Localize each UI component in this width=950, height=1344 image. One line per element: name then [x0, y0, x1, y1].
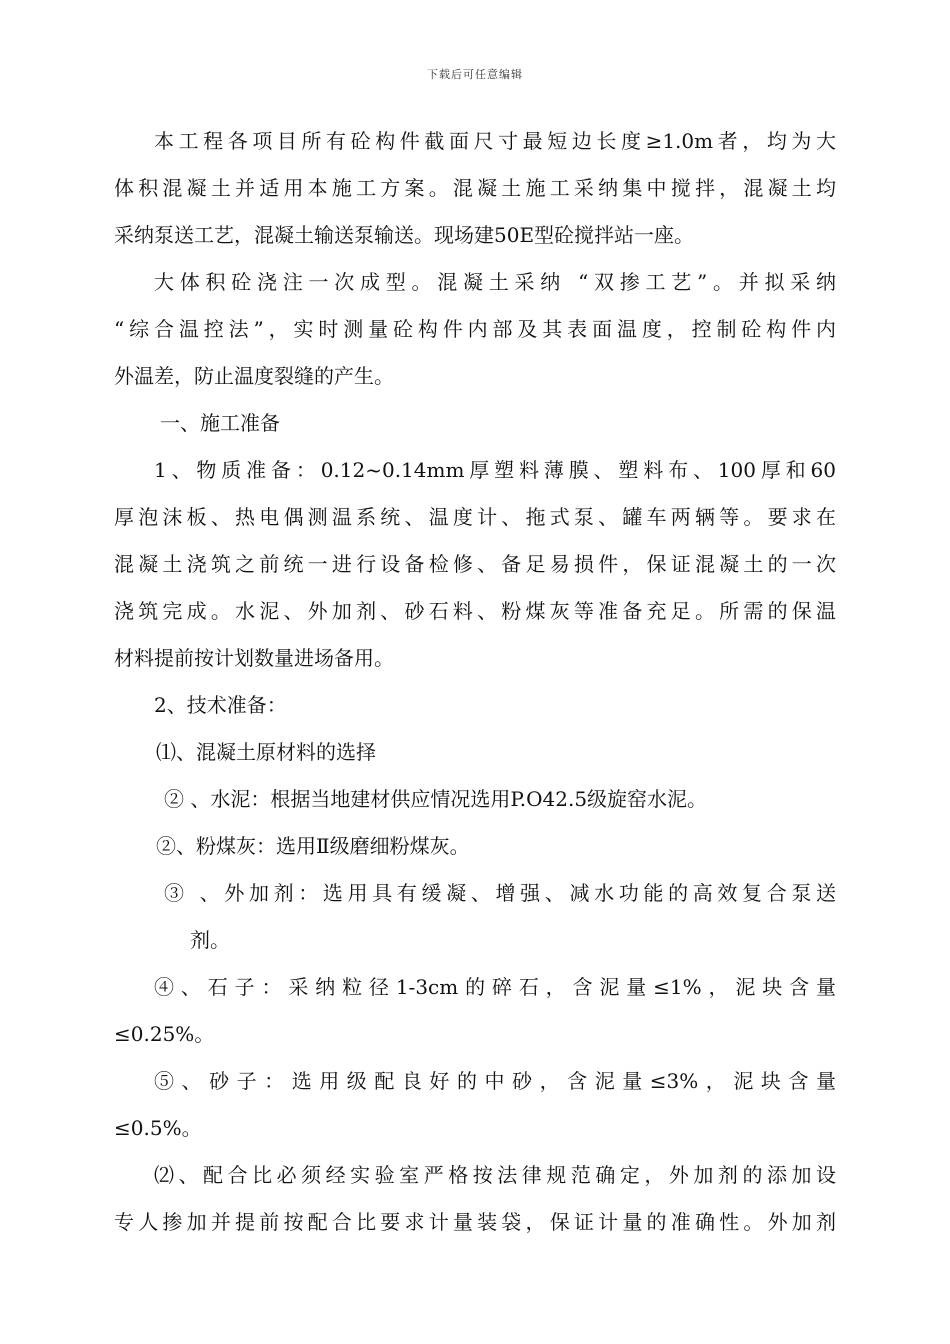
paragraph-line: 体积混凝土并适用本施工方案。混凝土施工采纳集中搅拌，混凝土均 [114, 176, 836, 200]
list-item: ⑤、砂子：选用级配良好的中砂，含泥量≤3%，泥块含量 [154, 1069, 836, 1093]
paragraph-line: 混凝土浇筑之前统一进行设备检修、备足易损件，保证混凝土的一次 [114, 552, 836, 576]
paragraph-line: 大体积砼浇注一次成型。混凝土采纳 “双掺工艺”。并拟采纳 [154, 270, 836, 294]
subsection-heading: 2、技术准备： [154, 693, 287, 717]
list-item-continuation: ≤0.5%。 [114, 1116, 202, 1140]
paragraph-line: 浇筑完成。水泥、外加剂、砂石料、粉煤灰等准备充足。所需的保温 [114, 599, 836, 623]
paragraph-line: 外温差，防止温度裂缝的产生。 [114, 364, 394, 388]
list-item-continuation: ≤0.25%。 [114, 1022, 215, 1046]
paragraph-line: “综合温控法”，实时测量砼构件内部及其表面温度，控制砼构件内 [114, 317, 836, 341]
paragraph-line: 厚泡沫板、热电偶测温系统、温度计、拖式泵、罐车两辆等。要求在 [114, 505, 836, 529]
section-heading: 一、施工准备 [160, 411, 280, 435]
paragraph-line: 1、物质准备：0.12~0.14mm厚塑料薄膜、塑料布、100厚和60 [154, 458, 836, 482]
list-item: ③ 、外加剂：选用具有缓凝、增强、减水功能的高效复合泵送 [164, 881, 836, 905]
page-header: 下载后可任意编辑 [427, 68, 523, 81]
list-item: ⑴、混凝土原材料的选择 [156, 740, 376, 764]
paragraph-line: 专人掺加并提前按配合比要求计量装袋，保证计量的准确性。外加剂 [114, 1210, 836, 1234]
paragraph-line: 材料提前按计划数量进场备用。 [114, 646, 394, 670]
paragraph-line: 本工程各项目所有砼构件截面尺寸最短边长度≥1.0m者，均为大 [154, 129, 836, 153]
paragraph-line: 采纳泵送工艺，混凝土输送泵输送。现场建50E型砼搅拌站一座。 [114, 223, 695, 247]
list-item-continuation: 剂。 [190, 928, 230, 952]
document-body [114, 118, 836, 1246]
paragraph-line: ⑵、配合比必须经实验室严格按法律规范确定，外加剂的添加设 [154, 1163, 836, 1187]
list-item: ④、石子：采纳粒径1-3cm的碎石，含泥量≤1%，泥块含量 [154, 975, 836, 999]
list-item: ② 、水泥：根据当地建材供应情况选用P.O42.5级旋窑水泥。 [164, 787, 708, 811]
list-item: ②、粉煤灰：选用Ⅱ级磨细粉煤灰。 [156, 834, 470, 858]
